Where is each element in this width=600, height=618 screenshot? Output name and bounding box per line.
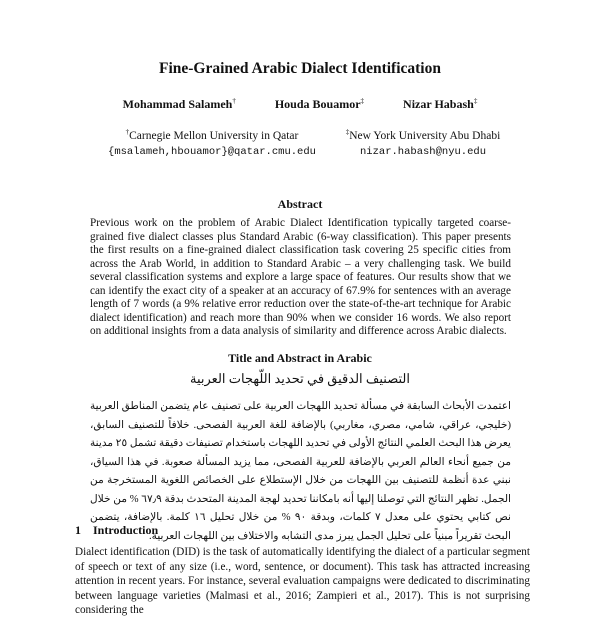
author-mark: † (232, 97, 236, 105)
author-name: Nizar Habash (403, 97, 474, 111)
author-name: Mohammad Salameh (122, 97, 233, 111)
author-mark: ‡ (360, 97, 365, 105)
section-title: Introduction (93, 523, 159, 537)
affiliation-email: nizar.habash@nyu.edu (359, 145, 487, 158)
author-name: Houda Bouamor (274, 97, 361, 111)
author (275, 97, 364, 111)
arabic-abstract-text: اعتمدت الأبحاث السابقة في مسألة تحديد اللهجات العربية على تصنيف عام يتضمن المناطق العربية (خليجي، عراقي، شامي، مصري، مغاربي) بالإضافة للغة العربية الفصحى. خلافاً للتصنيف السابق، يعرض هذا البحث العلمي النتائج الأولى في تحديد اللهجات باستخدام تصنيفات دقيقة تشمل ٢٥ مدينة من جميع أنحاء العالم العربي بالإضافة للعربية الفصحى، مما يزيد المسألة صعوبة. في هذا السياق، نبني عدة أنظمة للتصنيف بين اللهجات من خلال الإستطلاع على الخصائص اللغوية المستخرجة من الجمل. تظهر النتائج التي توصلنا إليها أنه بامكاننا تحديد لهجة المدينة المتحدث بدقة ٦٧٫٩ % من خلال نص كتابي يحتوي على معدل ٧ كلمات، وبدقة ٩٠ % من خلال تحليل ١٦ كلمة. بالإضافة، يتضمن البحث تقريراً مبنياً على تحليل الجمل يبرز مدى التشابه والاختلاف بين اللهجات العربية. (90, 401, 511, 542)
author (403, 97, 477, 111)
affiliation-mark: † (125, 128, 130, 136)
introduction-text: Dialect identification (DID) is the task of automatically identifying the dialect of a particular segment of speech or text of any size (i.e., word, sentence, or document). This task has attracted increasing attention in recent years. For instance, several evaluation campaigns were dedicated to discriminating between language varieties (Malmasi et al., 2016; Zampieri et al., 2017). This is not surprising considering the (75, 546, 530, 616)
abstract-text: Previous work on the problem of Arabic Dialect Identification typically targeted coarse-grained five dialect classes plus Standard Arabic (6-way classification). This paper presents the first results on a fine-grained dialect classification task covering 25 specific cities from across the Arab World, in addition to Standard Arabic – a very challenging task. We build several classification systems and explore a large space of features. Our results show that we can identify the exact city of a speaker at an accuracy of 67.9% for sentences with an average length of 7 words (a 9% relative error reduction over the state-of-the-art technique for Arabic dialect identification) and reach more than 90% when we consider 16 words. We also report on additional insights from a data analysis of similarity and difference across Arabic dialects. (90, 217, 511, 337)
abstract-heading: Abstract (277, 197, 323, 211)
arabic-section-heading: Title and Abstract in Arabic (228, 351, 372, 365)
arabic-title: التصنيف الدقيق في تحديد اللّهجات العربية (189, 371, 410, 386)
paper-title: Fine-Grained Arabic Dialect Identification (159, 60, 441, 77)
affiliation-mark: ‡ (345, 128, 350, 136)
introduction-heading (75, 523, 158, 538)
affiliation-email: {msalameh,hbouamor}@qatar.cmu.edu (108, 145, 316, 158)
affiliation-nyuad (298, 124, 548, 160)
author-list (0, 97, 600, 112)
author-mark: ‡ (473, 97, 478, 105)
affiliation-name: Carnegie Mellon University in Qatar (129, 129, 299, 142)
author (123, 97, 236, 111)
section-number: 1 (75, 523, 81, 537)
affiliation-name: New York University Abu Dhabi (349, 129, 501, 142)
